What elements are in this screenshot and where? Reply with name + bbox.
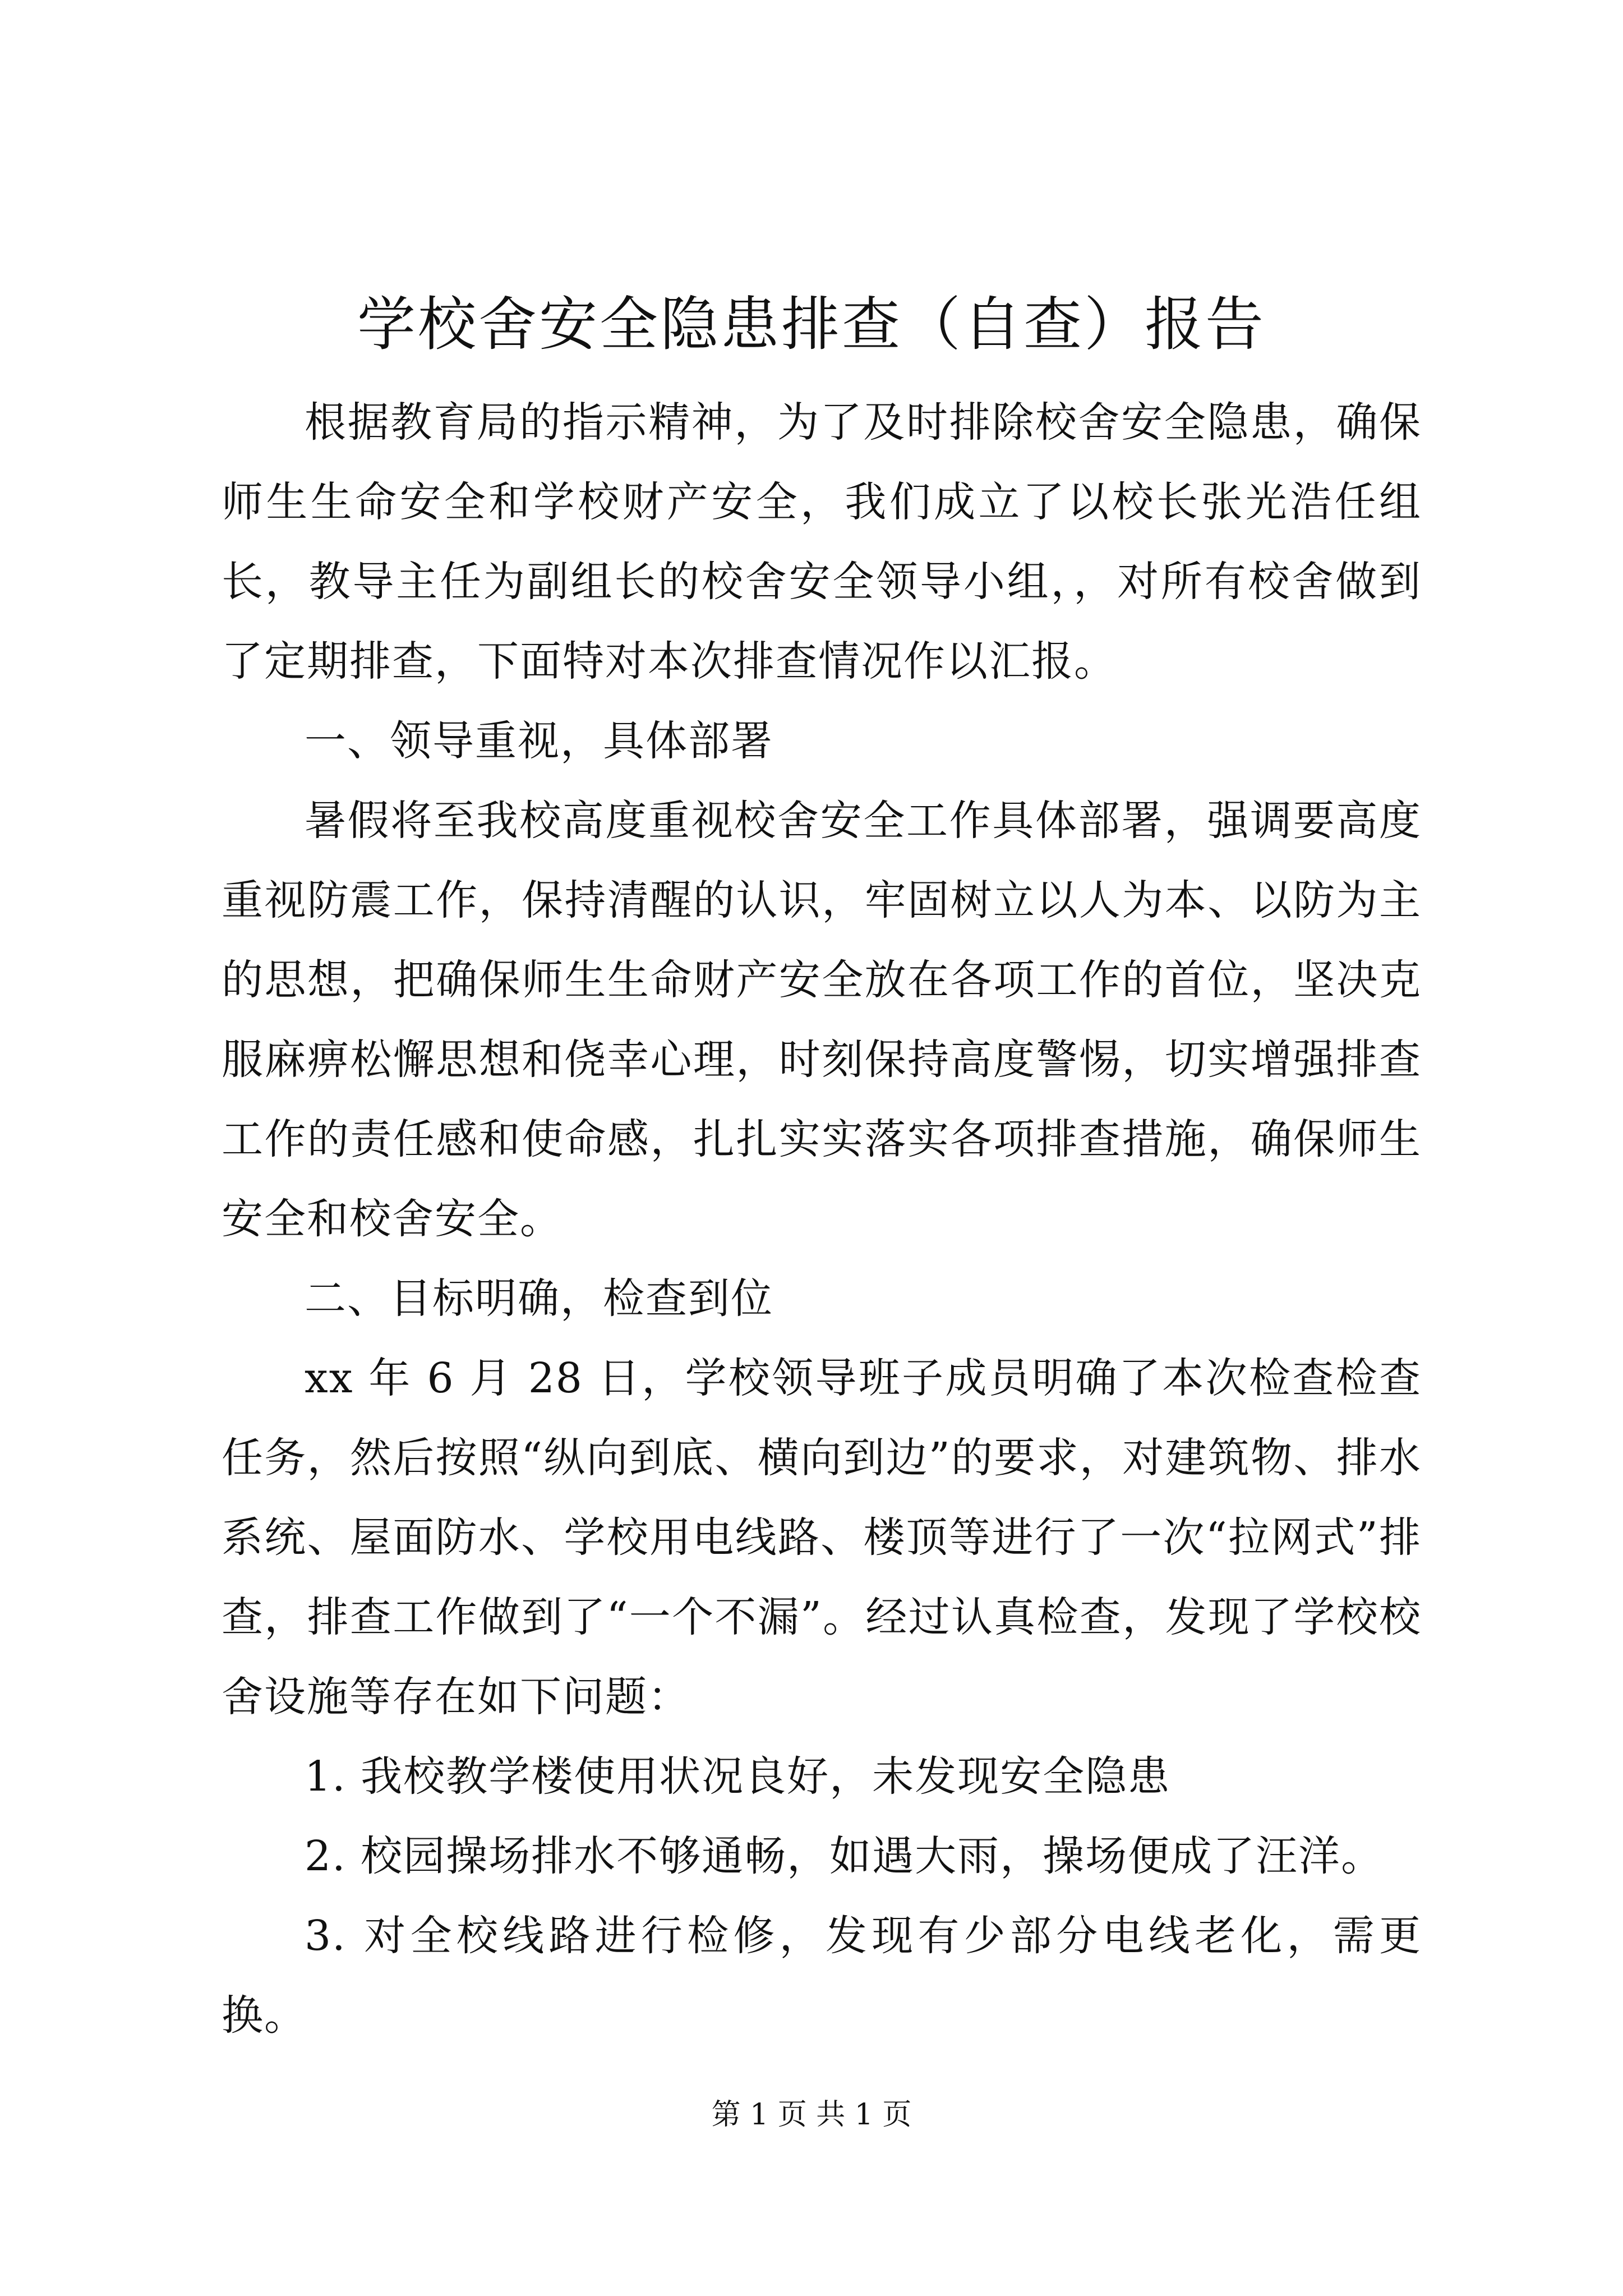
document-body bbox=[222, 383, 1422, 2055]
section-1-paragraph: 暑假将至我校高度重视校舍安全工作具体部署，强调要高度重视防震工作，保持清醒的认识，牢固树立以人为本、以防为主的思想，把确保师生生命财产安全放在各项工作的首位，坚决克服麻痹松懈思想和侥幸心理，时刻保持高度警惕，切实增强排查工作的责任感和使命感，扎扎实实落实各项排查措施，确保师生安全和校舍安全。 bbox=[222, 797, 1422, 1243]
list-item-1: 1. 我校教学楼使用状况良好，未发现安全隐患 bbox=[305, 1752, 1171, 1801]
list-item-3: 3. 对全校线路进行检修，发现有少部分电线老化，需更换。 bbox=[222, 1912, 1422, 2040]
list-item-2: 2. 校园操场排水不够通畅，如遇大雨，操场便成了汪洋。 bbox=[305, 1832, 1384, 1880]
section-heading-2: 二、目标明确，检查到位 bbox=[305, 1274, 773, 1323]
section-heading-1: 一、领导重视，具体部署 bbox=[305, 717, 773, 765]
page-footer: 第 1 页 共 1 页 bbox=[711, 2098, 912, 2132]
section-2-paragraph: xx 年 6 月 28 日，学校领导班子成员明确了本次检查检查任务，然后按照“纵向到底、横向到边”的要求，对建筑物、排水系统、屋面防水、学校用电线路、楼顶等进行了一次“拉网式”排查，排查工作做到了“一个不漏”。经过认真检查，发现了学校校舍设施等存在如下问题： bbox=[222, 1354, 1422, 1721]
document-title: 学校舍安全隐患排查（自查）报告 bbox=[357, 290, 1266, 358]
intro-paragraph: 根据教育局的指示精神，为了及时排除校舍安全隐患，确保师生生命安全和学校财产安全，我们成立了以校长张光浩任组长，教导主任为副组长的校舍安全领导小组，，对所有校舍做到了定期排查，下面特对本次排查情况作以汇报。 bbox=[222, 398, 1422, 685]
